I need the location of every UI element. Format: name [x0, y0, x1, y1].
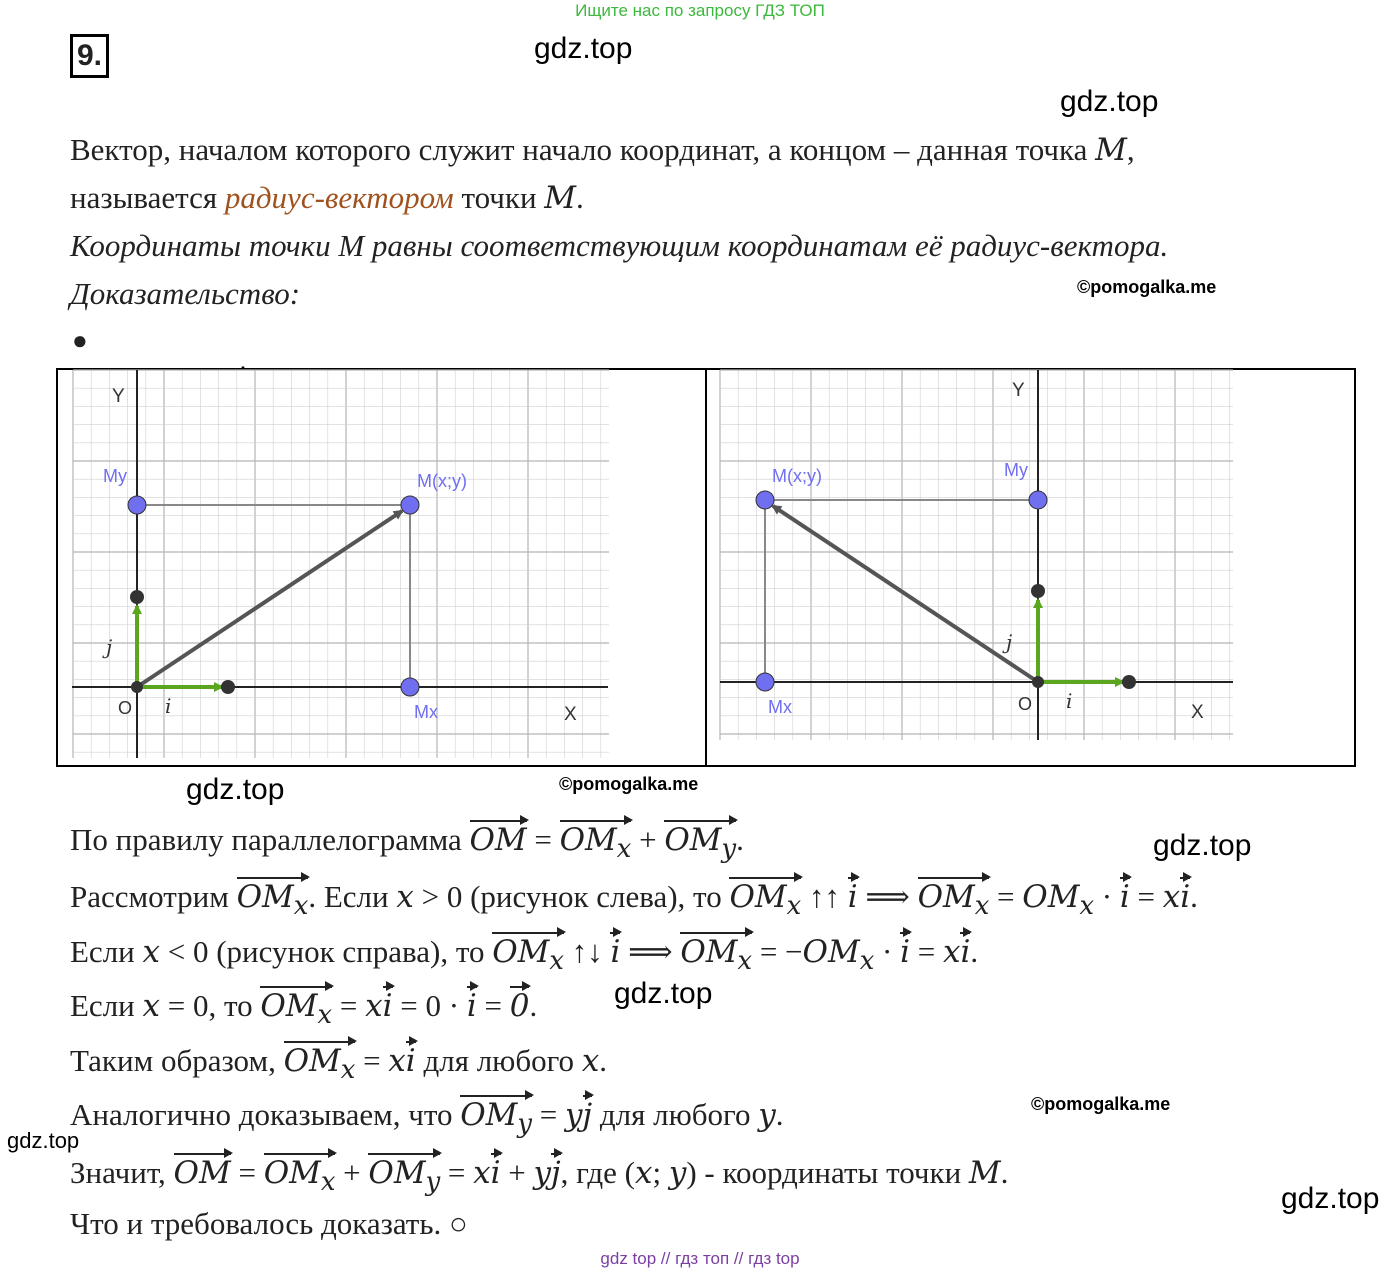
proof-line-7: Значит, OM = $OM_x + OM_y$ = xi + yj, где (x; y) - координаты точки M.: [70, 1155, 1009, 1198]
coordinate-figure: [56, 368, 1356, 768]
point-mx: [401, 678, 419, 696]
proof-label: Доказательство:: [70, 276, 301, 311]
origin-label: O: [118, 698, 133, 718]
watermark: gdz.top: [534, 32, 633, 65]
proof-line-4: Если x = 0, то $OM_x$ = xi = 0 · i = 0.: [70, 988, 538, 1031]
task-number: 9.: [70, 34, 109, 78]
i-end-point: [1122, 675, 1136, 689]
point-my: [1029, 491, 1047, 509]
definition-line-1: Вектор, началом которого служит начало координат, а концом – данная точка M,: [70, 132, 1135, 168]
footer-watermark: gdz top // гдз топ // гдз top: [600, 1249, 800, 1268]
watermark: gdz.top: [1060, 85, 1159, 118]
copyright: ©pomogalka.me: [559, 774, 699, 794]
point-my-label: My: [103, 466, 127, 486]
x-axis-label: X: [564, 704, 577, 725]
point-my: [128, 496, 146, 514]
i-label: i: [165, 694, 172, 718]
j-label: j: [106, 635, 113, 659]
proof-line-6: Аналогично доказываем, что $OM_y$ = yj для любого y.: [70, 1097, 784, 1140]
point-mx-label: Mx: [414, 702, 438, 722]
i-label: i: [1066, 689, 1073, 713]
watermark: gdz.top: [1281, 1182, 1380, 1215]
proof-line-5: Таким образом, $OM_x$ = xi для любого x.: [70, 1043, 608, 1086]
watermark: gdz.top: [614, 977, 713, 1010]
term-radius-vector: радиус-вектором: [224, 180, 454, 215]
definition-line-2: называется радиус-вектором точки M.: [70, 180, 584, 216]
origin-point: [1032, 676, 1044, 688]
point-my-label: My: [1004, 460, 1028, 480]
j-label: j: [1006, 630, 1013, 654]
origin-label: O: [1018, 694, 1033, 714]
copyright: ©pomogalka.me: [1077, 277, 1217, 297]
bullet: ●: [72, 326, 88, 355]
theorem: Координаты точки М равны соответствующим координатам её радиус-вектора.: [70, 228, 1169, 263]
proof-conclusion: Что и требовалось доказать. ○: [70, 1206, 468, 1241]
j-end-point: [1031, 584, 1045, 598]
point-m: [401, 496, 419, 514]
origin-point: [131, 681, 143, 693]
i-end-point: [221, 680, 235, 694]
point-m: [756, 491, 774, 509]
j-end-point: [130, 590, 144, 604]
point-m-label: M(x;y): [772, 466, 822, 486]
point-mx: [756, 673, 774, 691]
x-axis-label: X: [1191, 702, 1204, 723]
watermark: gdz.top: [7, 1128, 80, 1153]
y-axis-label: Y: [112, 386, 125, 407]
copyright: ©pomogalka.me: [1031, 1094, 1171, 1114]
proof-line-1: По правилу параллелограмма OM = $OM_x + OM_y$.: [70, 822, 744, 865]
proof-line-3: Если x < 0 (рисунок справа), то $OM_x$ ↑↓ i ⟹ $OM_x = -OM_x \cdot i$ = xi.: [70, 934, 979, 977]
y-axis-label: Y: [1012, 380, 1025, 401]
watermark: gdz.top: [1153, 829, 1252, 862]
proof-line-2: Рассмотрим $OM_x$. Если x > 0 (рисунок слева), то $OM_x$ ↑↑ i ⟹ $OM_x = OM_x \cdot i$ = xi.: [70, 879, 1198, 922]
point-m-label: M(x;y): [417, 471, 467, 491]
search-banner: Ищите нас по запросу ГДЗ ТОП: [575, 1, 825, 20]
watermark: gdz.top: [186, 773, 285, 806]
point-mx-label: Mx: [768, 697, 792, 717]
